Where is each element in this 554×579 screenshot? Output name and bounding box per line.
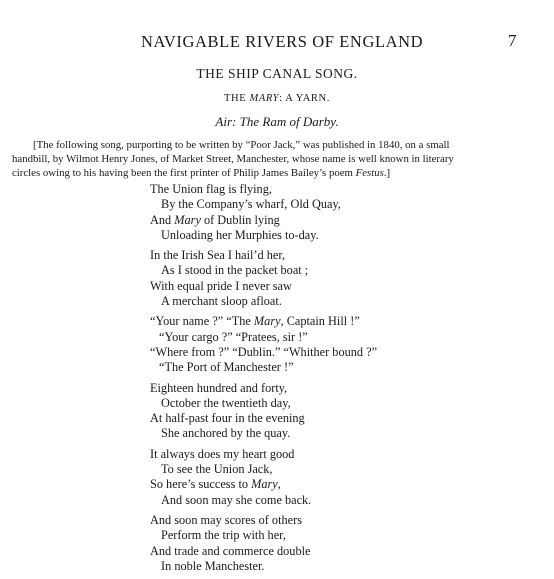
page-number: 7 bbox=[508, 31, 517, 50]
verse-line: “Your cargo ?” “Pratees, sir !” bbox=[159, 329, 308, 344]
note-line: handbill, by Wilmot Henry Jones, of Market Street, Manchester, whose name is well known in literary bbox=[12, 153, 454, 165]
stanza-6 bbox=[150, 513, 530, 574]
verse-line: By the Company’s wharf, Old Quay, bbox=[161, 197, 341, 212]
verse-italic: Mary bbox=[174, 212, 201, 227]
verse-line bbox=[150, 314, 530, 329]
verse-line: October the twentieth day, bbox=[161, 395, 291, 410]
running-head bbox=[0, 32, 554, 52]
verse-line: And trade and commerce double bbox=[150, 543, 311, 558]
verse-line: In the Irish Sea I hail’d her, bbox=[150, 248, 286, 263]
verse-line: “The Port of Manchester !” bbox=[159, 360, 294, 375]
song-title: THE SHIP CANAL SONG. bbox=[196, 66, 358, 81]
verse-line: In noble Manchester. bbox=[161, 558, 265, 573]
verse-line: Eighteen hundred and forty, bbox=[150, 380, 288, 395]
air-label: Air bbox=[215, 114, 233, 129]
verse-italic: Mary bbox=[253, 314, 281, 329]
note-italic-title: Festus bbox=[355, 167, 384, 179]
verse-line: It always does my heart good bbox=[150, 446, 295, 461]
note-line bbox=[12, 166, 544, 180]
song-subtitle bbox=[0, 93, 554, 104]
verse-text: , Captain Hill !” bbox=[280, 314, 360, 329]
note-text: circles owing to his having been the first printer of Philip James Bailey’s poem bbox=[12, 167, 356, 179]
running-title: NAVIGABLE RIVERS OF ENGLAND bbox=[141, 32, 424, 51]
stanza-3 bbox=[150, 314, 530, 375]
verse-text: of Dublin lying bbox=[200, 212, 280, 227]
verse-line bbox=[150, 477, 530, 492]
editorial-note bbox=[12, 138, 544, 180]
subtitle-prefix: THE bbox=[224, 93, 250, 104]
verse-line: To see the Union Jack, bbox=[161, 462, 273, 477]
subtitle-ship-name: MARY bbox=[249, 93, 280, 104]
verse-line: “Where from ?” “Dublin.” “Whither bound ?” bbox=[150, 344, 378, 359]
verse-line: Perform the trip with her, bbox=[161, 528, 286, 543]
verse-line: And soon may scores of others bbox=[150, 512, 302, 527]
verse-text: , bbox=[277, 477, 281, 492]
verse-text: So here’s success to bbox=[150, 477, 252, 492]
verse-text: “Your name ?” “The bbox=[150, 314, 254, 329]
air-text: : The Ram of Darby. bbox=[232, 114, 339, 129]
song-verses bbox=[150, 182, 530, 579]
stanza-5 bbox=[150, 447, 530, 508]
verse-line: As I stood in the packet boat ; bbox=[161, 263, 309, 278]
verse-line: Unloading her Murphies to-day. bbox=[161, 227, 319, 242]
verse-line: The Union flag is flying, bbox=[150, 182, 272, 196]
subtitle-suffix: : A YARN. bbox=[279, 93, 330, 104]
verse-line: At half-past four in the evening bbox=[150, 411, 305, 426]
verse-line: And soon may she come back. bbox=[161, 492, 312, 507]
verse-text: And bbox=[150, 212, 175, 227]
air-line bbox=[0, 114, 554, 130]
stanza-1 bbox=[150, 182, 530, 243]
stanza-2 bbox=[150, 248, 530, 309]
verse-line: With equal pride I never saw bbox=[150, 278, 292, 293]
note-text: .] bbox=[383, 167, 391, 179]
verse-italic: Mary bbox=[251, 477, 278, 492]
stanza-4 bbox=[150, 381, 530, 442]
verse-line: A merchant sloop afloat. bbox=[161, 294, 282, 309]
note-line: [The following song, purporting to be written by “Poor Jack,” was published in 1840, on a small bbox=[33, 139, 450, 151]
verse-line: She anchored by the quay. bbox=[161, 426, 291, 441]
verse-line bbox=[150, 213, 530, 228]
